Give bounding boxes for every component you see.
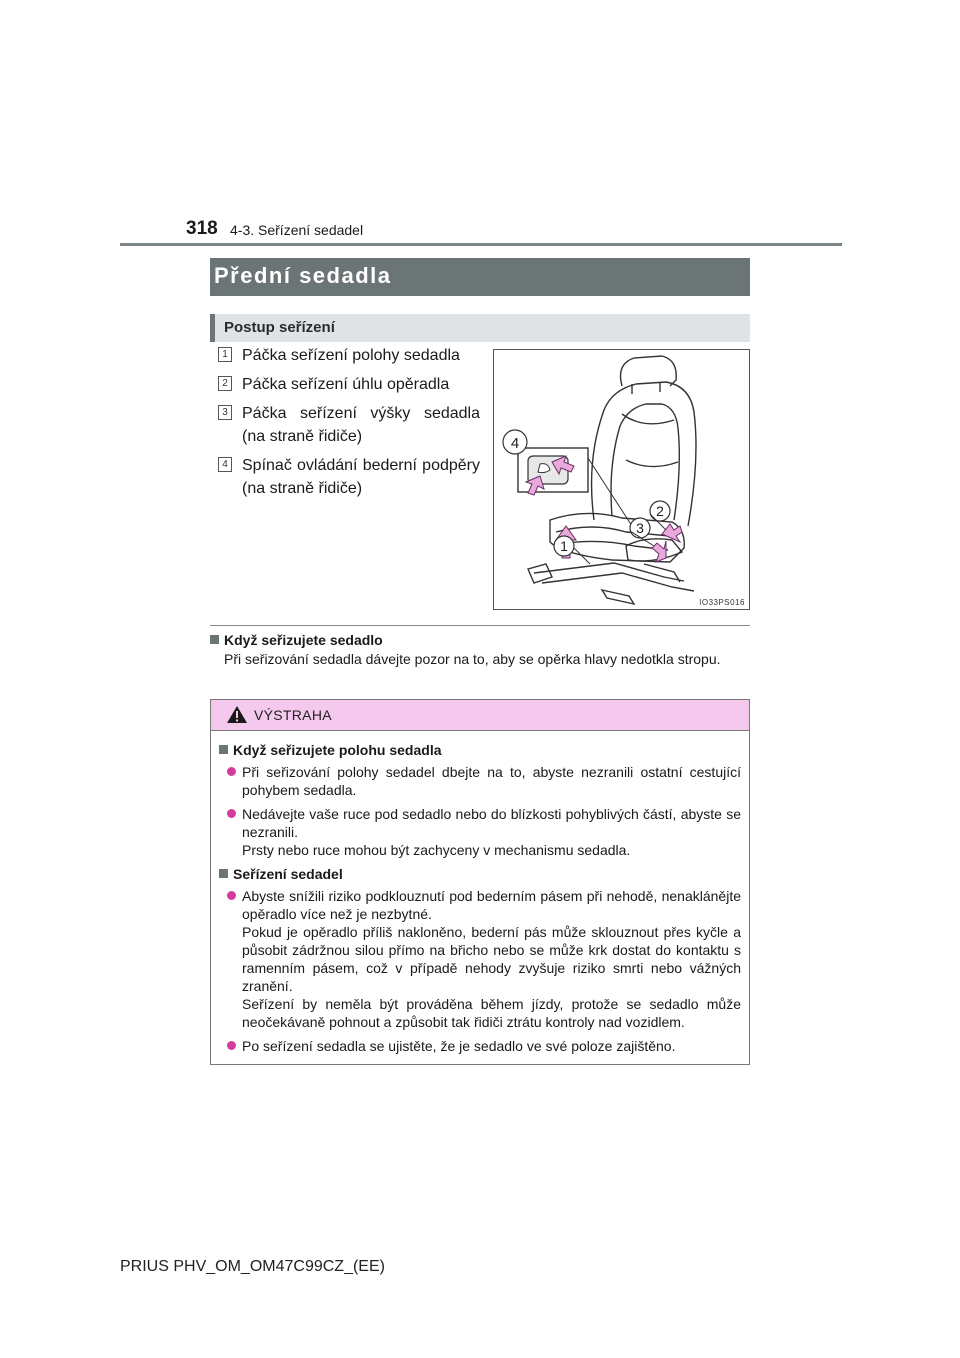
warning-bullet-text: Abyste snížili riziko podklouznutí pod bederním pásem při nehodě, nenaklánějte opěradlo více než je nezbytné. Pokud je opěradlo příliš nakloněno, bederní pás může sklouznout přes kyčle a působit zádržnou silou přímo na břicho nebo se může krk dostat do kontaktu s ramenním pásem, což v případě nehody zvyšuje riziko smrti nebo vážných zranění. Seřízení by neměla být prováděna během jízdy, protože se sedadlo může neočekávaně pohnout a způsobit tak řidiči ztrátu kontroly nad vozidlem. — [242, 888, 741, 1030]
header-rule — [120, 243, 842, 246]
bullet-dot-icon — [227, 809, 236, 818]
note-rule — [210, 625, 750, 626]
square-bullet-icon — [219, 745, 228, 754]
note-body: Při seřizování sedadla dávejte pozor na to, aby se opěrka hlavy nedotkla stropu. — [224, 651, 721, 667]
page-number: 318 — [186, 218, 218, 239]
procedure-item — [218, 373, 480, 396]
step-number-box: 2 — [218, 376, 232, 391]
square-bullet-icon — [210, 635, 219, 644]
step-number-box: 3 — [218, 405, 232, 420]
warning-title: VÝSTRAHA — [254, 707, 332, 723]
callout-4: 4 — [510, 435, 520, 452]
procedure-list — [218, 344, 480, 506]
callout-3: 3 — [636, 520, 644, 536]
procedure-text: Páčka seřízení polohy sedadla — [242, 347, 460, 364]
step-number-box: 4 — [218, 457, 232, 472]
chapter-title: 4-3. Seřízení sedadel — [230, 222, 364, 238]
warning-section-heading: Když seřizujete polohu sedadla — [219, 741, 741, 759]
warning-triangle-icon — [226, 705, 248, 724]
procedure-item — [218, 344, 480, 367]
bullet-dot-icon — [227, 1041, 236, 1050]
warning-section-heading: Seřízení sedadel — [219, 865, 741, 883]
figure-code: IO33PS016 — [699, 598, 745, 607]
note-heading — [210, 631, 750, 649]
warning-bullet — [219, 1037, 741, 1055]
warning-bullet-text: Nedávejte vaše ruce pod sedadlo nebo do blízkosti pohyblivých částí, abyste se nezranili. Prsty nebo ruce mohou být zachyceny v mechanismu sedadla. — [242, 806, 741, 858]
procedure-text: Páčka seřízení výšky sedadla (na straně řidiče) — [242, 405, 480, 445]
note-heading-text: Když seřizujete sedadlo — [224, 632, 383, 648]
warning-bullet — [219, 805, 741, 859]
subsection-title: Postup seřízení — [210, 314, 750, 342]
square-bullet-icon — [219, 869, 228, 878]
seat-drawing — [494, 350, 749, 609]
warning-bullet-text: Po seřízení sedadla se ujistěte, že je sedadlo ve své poloze zajištěno. — [242, 1038, 676, 1054]
procedure-item — [218, 402, 480, 448]
section-title: Přední sedadla — [210, 258, 750, 296]
procedure-text: Spínač ovládání bederní podpěry (na straně řidiče) — [242, 457, 480, 497]
footer-doc-code: PRIUS PHV_OM_OM47C99CZ_(EE) — [120, 1258, 385, 1275]
bullet-dot-icon — [227, 891, 236, 900]
warning-bullet — [219, 887, 741, 1031]
seat-illustration — [493, 349, 750, 610]
warning-box — [210, 699, 750, 1065]
warning-body — [211, 731, 749, 1055]
step-number-box: 1 — [218, 347, 232, 362]
warning-bullet-text: Při seřizování polohy sedadel dbejte na to, abyste nezranili ostatní cestující pohybem sedadla. — [242, 764, 741, 798]
warning-bullet — [219, 763, 741, 799]
callout-1: 1 — [560, 538, 568, 554]
procedure-item — [218, 454, 480, 500]
callout-2: 2 — [656, 503, 664, 519]
warning-header — [211, 700, 749, 731]
procedure-text: Páčka seřízení úhlu opěradla — [242, 376, 450, 393]
bullet-dot-icon — [227, 767, 236, 776]
note — [210, 631, 750, 668]
